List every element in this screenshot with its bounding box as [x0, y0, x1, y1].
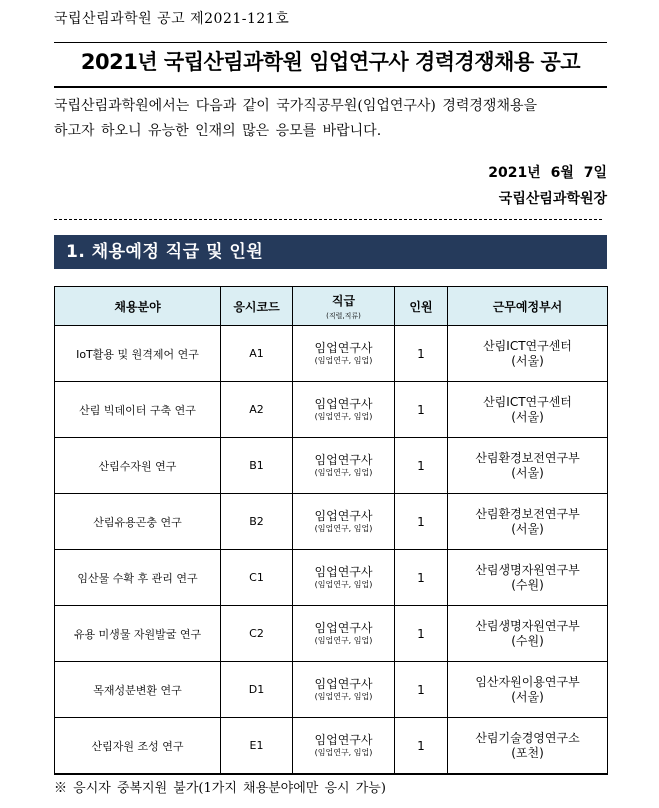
dashed-divider	[54, 219, 602, 220]
position-sub-text: (임업연구, 임업)	[314, 412, 373, 421]
position-text: 임업연구사	[314, 621, 373, 635]
count-text: 1	[417, 346, 425, 361]
cell-count	[395, 550, 448, 606]
count-text: 1	[417, 570, 425, 585]
code-text: B2	[249, 515, 264, 528]
cell-field	[55, 662, 221, 718]
column-header-position	[293, 287, 395, 326]
dept-text: 산림기술경영연구소	[475, 730, 580, 745]
cell-code	[221, 662, 293, 718]
cell-position	[293, 606, 395, 662]
field-text: 유용 미생물 자원발굴 연구	[73, 627, 202, 641]
field-text: IoT활용 및 원격제어 연구	[76, 347, 199, 361]
location-text: (수원)	[511, 577, 544, 592]
cell-position	[293, 438, 395, 494]
cell-dept	[448, 494, 608, 550]
cell-count	[395, 718, 448, 775]
cell-code	[221, 438, 293, 494]
dept-text: 산림생명자원연구부	[475, 562, 580, 577]
code-text: D1	[248, 683, 265, 696]
field-text: 산림 빅데이터 구축 연구	[79, 403, 196, 417]
cell-count	[395, 494, 448, 550]
cell-field	[55, 382, 221, 438]
position-sub-text: (임업연구, 임업)	[314, 356, 373, 365]
count-text: 1	[417, 682, 425, 697]
top-rule	[54, 42, 607, 43]
cell-field	[55, 326, 221, 382]
location-text: (서울)	[511, 465, 544, 480]
count-text: 1	[417, 738, 425, 753]
position-sub-text: (임업연구, 임업)	[314, 580, 373, 589]
cell-code	[221, 550, 293, 606]
cell-position	[293, 326, 395, 382]
dept-text: 임산자원이용연구부	[475, 674, 580, 689]
cell-dept	[448, 438, 608, 494]
cell-field	[55, 550, 221, 606]
code-text: A2	[249, 403, 264, 416]
position-text: 임업연구사	[314, 677, 373, 691]
column-header-code: 응시코드	[221, 287, 293, 326]
notice-number: 국립산림과학원 공고 제2021-121호	[54, 11, 290, 27]
intro-line-2: 하고자 하오니 유능한 인재의 많은 응모를 바랍니다.	[54, 123, 382, 139]
cell-dept	[448, 662, 608, 718]
field-text: 산림수자원 연구	[98, 459, 177, 473]
code-text: B1	[249, 459, 264, 472]
dept-text: 산림생명자원연구부	[475, 618, 580, 633]
cell-count	[395, 606, 448, 662]
cell-field	[55, 718, 221, 775]
table-row	[55, 438, 608, 494]
position-sub-text: (임업연구, 임업)	[314, 468, 373, 477]
cell-field	[55, 494, 221, 550]
column-header-dept: 근무예정부서	[448, 287, 608, 326]
positions-table	[54, 286, 608, 775]
dept-text: 산림ICT연구센터	[483, 394, 572, 409]
cell-dept	[448, 326, 608, 382]
cell-count	[395, 382, 448, 438]
cell-code	[221, 494, 293, 550]
count-text: 1	[417, 626, 425, 641]
section-heading: 1. 채용예정 직급 및 인원	[54, 235, 607, 269]
table-row	[55, 606, 608, 662]
position-sub-text: (임업연구, 임업)	[314, 524, 373, 533]
location-text: (서울)	[511, 521, 544, 536]
table-row	[55, 326, 608, 382]
column-header-field: 채용분야	[55, 287, 221, 326]
table-row	[55, 718, 608, 775]
location-text: (서울)	[511, 689, 544, 704]
position-sub-text: (임업연구, 임업)	[314, 636, 373, 645]
notice-date: 2021년 6월 7일	[488, 165, 607, 181]
position-sub-text: (임업연구, 임업)	[314, 692, 373, 701]
cell-count	[395, 326, 448, 382]
cell-code	[221, 606, 293, 662]
location-text: (서울)	[511, 409, 544, 424]
dept-text: 산림ICT연구센터	[483, 338, 572, 353]
table-body	[55, 326, 608, 775]
position-sub-text: (임업연구, 임업)	[314, 748, 373, 757]
code-text: E1	[249, 739, 264, 752]
dept-text: 산림환경보전연구부	[475, 450, 580, 465]
cell-code	[221, 718, 293, 775]
count-text: 1	[417, 458, 425, 473]
cell-field	[55, 438, 221, 494]
cell-dept	[448, 550, 608, 606]
code-text: C2	[249, 627, 264, 640]
position-text: 임업연구사	[314, 453, 373, 467]
field-text: 산림유용곤충 연구	[93, 515, 182, 529]
cell-dept	[448, 606, 608, 662]
location-text: (포천)	[511, 745, 544, 760]
position-text: 임업연구사	[314, 341, 373, 355]
dept-text: 산림환경보전연구부	[475, 506, 580, 521]
cell-position	[293, 662, 395, 718]
code-text: A1	[249, 347, 264, 360]
cell-code	[221, 382, 293, 438]
position-text: 임업연구사	[314, 397, 373, 411]
column-header-position-sub: (직렬,직류)	[326, 311, 361, 320]
table-row	[55, 550, 608, 606]
cell-count	[395, 662, 448, 718]
cell-position	[293, 382, 395, 438]
cell-position	[293, 494, 395, 550]
cell-count	[395, 438, 448, 494]
code-text: C1	[249, 571, 264, 584]
location-text: (서울)	[511, 353, 544, 368]
table-row	[55, 382, 608, 438]
intro-line-1: 국립산림과학원에서는 다음과 같이 국가직공무원(임업연구사) 경력경쟁채용을	[54, 98, 538, 114]
table-row	[55, 662, 608, 718]
title-rule	[54, 86, 607, 88]
page-title: 2021년 국립산림과학원 임업연구사 경력경쟁채용 공고	[80, 50, 581, 74]
cell-position	[293, 550, 395, 606]
cell-code	[221, 326, 293, 382]
position-text: 임업연구사	[314, 733, 373, 747]
location-text: (수원)	[511, 633, 544, 648]
footnote: ※ 응시자 중복지원 불가(1가지 채용분야에만 응시 가능)	[54, 781, 386, 796]
count-text: 1	[417, 402, 425, 417]
table-header-row	[55, 287, 608, 326]
cell-dept	[448, 718, 608, 775]
column-header-position-label: 직급	[331, 293, 356, 308]
position-text: 임업연구사	[314, 509, 373, 523]
field-text: 산림자원 조성 연구	[91, 739, 184, 753]
intro-paragraph	[54, 94, 607, 144]
field-text: 임산물 수확 후 관리 연구	[77, 571, 198, 585]
cell-position	[293, 718, 395, 775]
cell-field	[55, 606, 221, 662]
cell-dept	[448, 382, 608, 438]
count-text: 1	[417, 514, 425, 529]
position-text: 임업연구사	[314, 565, 373, 579]
column-header-count: 인원	[395, 287, 448, 326]
notice-signer: 국립산림과학원장	[498, 191, 607, 207]
table-row	[55, 494, 608, 550]
field-text: 목재성분변환 연구	[93, 683, 182, 697]
